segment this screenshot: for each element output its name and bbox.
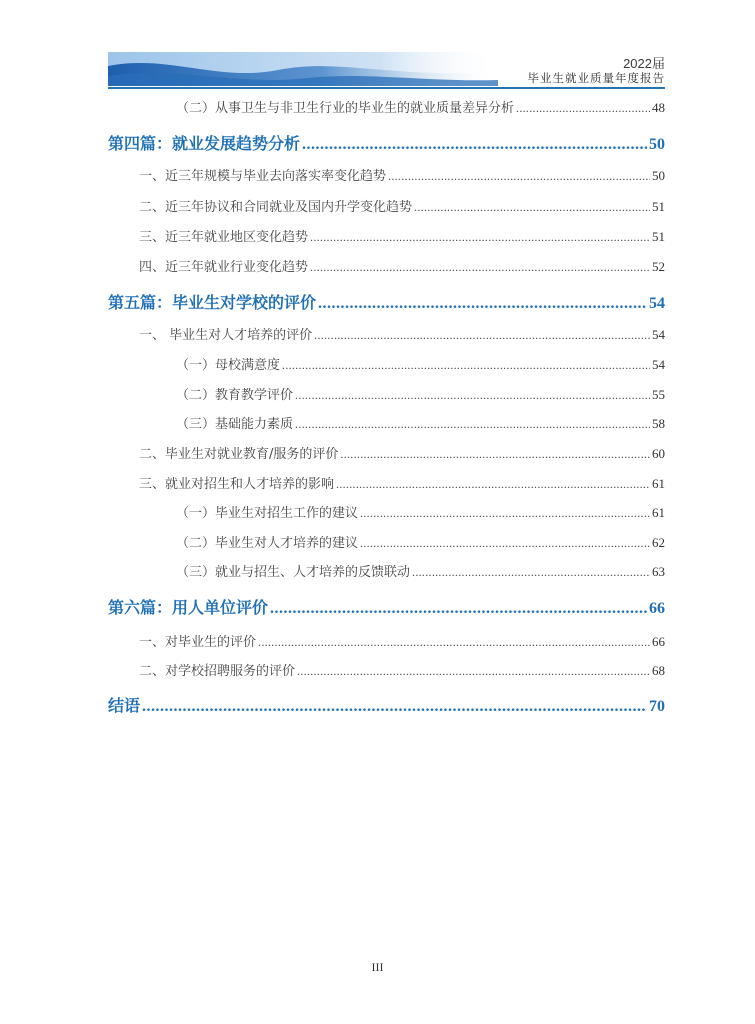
toc-dot-leader [516,101,650,116]
toc-page-number: 61 [652,476,665,491]
toc-dot-leader [302,136,647,154]
toc-subsection-entry[interactable] [176,97,665,116]
page-number: III [371,960,384,974]
toc-dot-leader [282,358,650,373]
toc-dot-leader [388,169,650,184]
toc-section-entry[interactable] [139,165,665,184]
toc-entry-title: 二、毕业生对就业教育/服务的评价 [139,447,339,462]
toc-section-entry[interactable] [139,256,665,275]
toc-page-number: 50 [652,168,665,183]
toc-entry-title: （一）毕业生对招生工作的建议 [176,506,359,521]
toc-entry-title: （三）基础能力素质 [176,417,294,432]
toc-chapter-entry[interactable] [108,131,665,154]
header-wave-banner [108,52,498,86]
toc-page-number: 70 [649,698,665,715]
toc-page-number: 50 [649,136,665,153]
toc-dot-leader [336,477,650,492]
toc-entry-title: （一）母校满意度 [176,358,281,373]
toc-dot-leader [314,328,650,343]
header-divider [108,87,665,89]
toc-page-number: 54 [652,327,665,342]
toc-entry-title: 二、对学校招聘服务的评价 [139,664,296,679]
toc-entry-title: 一、 毕业生对人才培养的评价 [139,328,313,343]
toc-subsection-entry[interactable] [176,384,665,403]
toc-dot-leader [360,506,650,521]
toc-dot-leader [297,664,650,679]
toc-entry-title: 三、就业对招生和人才培养的影响 [139,477,335,492]
toc-entry-title: （二）从事卫生与非卫生行业的毕业生的就业质量差异分析 [176,101,515,116]
toc-entry-title: （二）毕业生对人才培养的建议 [176,536,359,551]
toc-section-entry[interactable] [139,660,665,679]
toc-chapter-entry[interactable] [108,595,665,618]
toc-entry-title: 一、对毕业生的评价 [139,635,257,650]
toc-section-entry[interactable] [139,196,665,215]
toc-page-number: 66 [652,634,665,649]
toc-dot-leader [258,635,650,650]
toc-dot-leader [270,600,647,618]
toc-chapter-entry[interactable] [108,693,665,716]
toc-section-entry[interactable] [139,443,665,462]
toc-page-number: 55 [652,387,665,402]
toc-subsection-entry[interactable] [176,532,665,551]
toc-page-number: 66 [649,600,665,617]
toc-page-number: 54 [652,357,665,372]
toc-entry-title: 三、近三年就业地区变化趋势 [139,230,309,245]
toc-entry-title: 一、近三年规模与毕业去向落实率变化趋势 [139,169,387,184]
toc-section-entry[interactable] [139,631,665,650]
toc-section-entry[interactable] [139,473,665,492]
toc-page-number: 54 [649,295,665,312]
toc-entry-title: （二）教育教学评价 [176,388,294,403]
toc-page-number: 58 [652,416,665,431]
report-title: 毕业生就业质量年度报告 [527,71,665,85]
toc-dot-leader [142,698,647,716]
toc-dot-leader [414,200,650,215]
toc-page-number: 51 [652,199,665,214]
toc-entry-title: （三）就业与招生、人才培养的反馈联动 [176,565,411,580]
toc-subsection-entry[interactable] [176,502,665,521]
toc-page-number: 51 [652,229,665,244]
toc-page-number: 48 [652,100,665,115]
toc-dot-leader [310,230,650,245]
toc-dot-leader [318,295,647,313]
toc-entry-title: 第五篇：毕业生对学校的评价 [108,293,317,312]
toc-dot-leader [412,565,650,580]
toc-subsection-entry[interactable] [176,413,665,432]
toc-page-number: 52 [652,259,665,274]
toc-page-number: 68 [652,663,665,678]
toc-entry-title: 结语 [108,696,141,715]
toc-entry-title: 第四篇：就业发展趋势分析 [108,134,301,153]
toc-entry-title: 第六篇：用人单位评价 [108,598,269,617]
toc-dot-leader [340,447,650,462]
toc-entry-title: 四、近三年就业行业变化趋势 [139,260,309,275]
toc-page-number: 63 [652,564,665,579]
toc-page-number: 60 [652,446,665,461]
toc-chapter-entry[interactable] [108,290,665,313]
toc-page-number: 62 [652,535,665,550]
toc-page-number: 61 [652,505,665,520]
report-year: 2022届 [623,56,665,71]
toc-section-entry[interactable] [139,324,665,343]
toc-subsection-entry[interactable] [176,354,665,373]
toc-dot-leader [295,417,650,432]
toc-entry-title: 二、近三年协议和合同就业及国内升学变化趋势 [139,200,413,215]
toc-subsection-entry[interactable] [176,561,665,580]
toc-section-entry[interactable] [139,226,665,245]
toc-dot-leader [360,536,650,551]
toc-dot-leader [310,260,650,275]
toc-dot-leader [295,388,650,403]
